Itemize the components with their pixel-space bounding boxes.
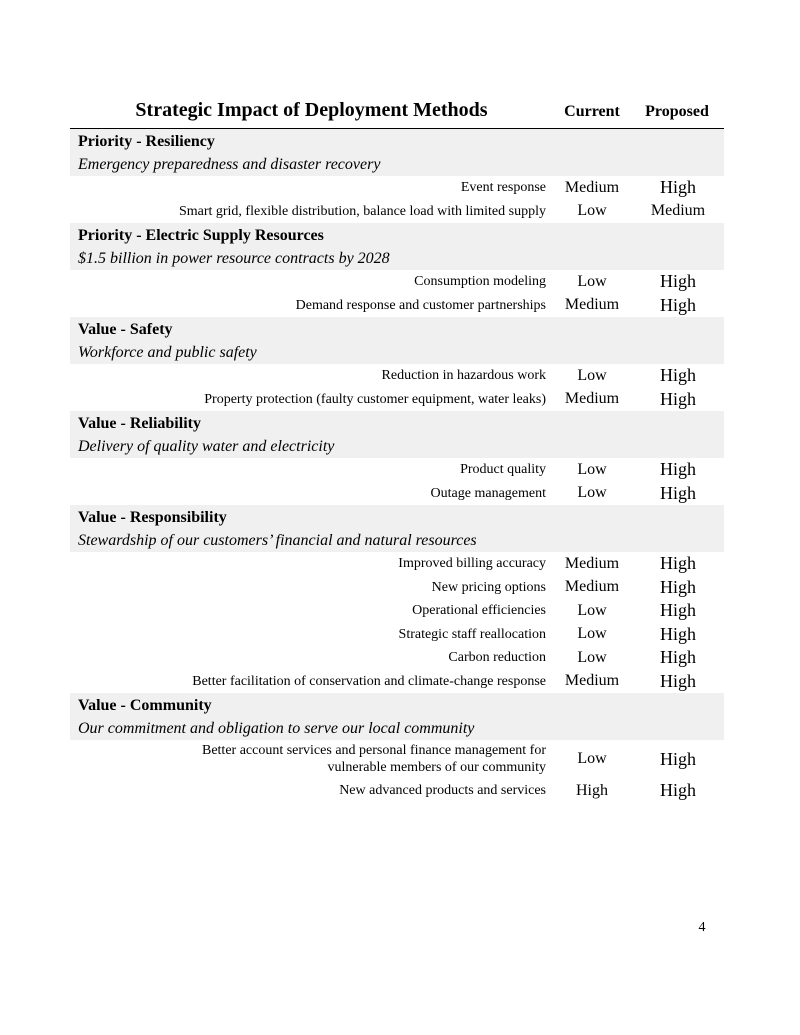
proposed-rating: Medium <box>650 202 706 220</box>
current-rating: Medium <box>564 178 620 196</box>
group-title: Value - Reliability <box>78 415 201 432</box>
page-title: Strategic Impact of Deployment Methods <box>135 99 488 121</box>
proposed-rating: High <box>660 576 696 597</box>
current-rating: Low <box>577 601 607 619</box>
column-header-current: Current <box>564 103 620 120</box>
group-header <box>70 223 724 270</box>
row-label: Smart grid, flexible distribution, balance load with limited supply <box>178 203 546 219</box>
row-label: Event response <box>460 180 546 196</box>
group-electric-supply <box>70 223 724 317</box>
table-row <box>70 176 724 200</box>
proposed-rating: High <box>660 670 696 691</box>
row-label: Product quality <box>460 462 546 478</box>
table-row <box>70 599 724 623</box>
group-title: Priority - Resiliency <box>78 133 215 150</box>
table-row <box>70 294 724 318</box>
table-row <box>70 270 724 294</box>
proposed-rating: High <box>660 459 696 480</box>
group-subtitle: Stewardship of our customers’ financial and natural resources <box>78 532 477 549</box>
group-community <box>70 693 724 803</box>
row-label-line: Better account services and personal finance management for <box>201 743 546 758</box>
proposed-rating: High <box>660 482 696 503</box>
group-title: Value - Community <box>78 697 212 714</box>
table-row <box>70 388 724 412</box>
proposed-rating: High <box>660 553 696 574</box>
group-resiliency <box>70 129 724 223</box>
group-subtitle: Emergency preparedness and disaster recovery <box>78 156 381 173</box>
proposed-rating: High <box>660 294 696 315</box>
row-label: New pricing options <box>431 579 546 595</box>
row-label: Outage management <box>430 485 546 501</box>
row-label: Property protection (faulty customer equipment, water leaks) <box>204 391 546 407</box>
proposed-rating: High <box>660 388 696 409</box>
current-rating: Medium <box>564 578 620 596</box>
row-label: New advanced products and services <box>339 783 546 799</box>
group-header <box>70 411 724 458</box>
group-header <box>70 693 724 740</box>
group-title: Priority - Electric Supply Resources <box>78 227 324 244</box>
current-rating: Low <box>577 648 607 666</box>
row-label: Consumption modeling <box>414 274 546 290</box>
current-rating: Low <box>577 272 607 290</box>
group-subtitle: Our commitment and obligation to serve our local community <box>78 720 475 737</box>
table-row <box>70 200 724 224</box>
table-row <box>70 364 724 388</box>
group-header <box>70 505 724 552</box>
proposed-rating: High <box>660 748 696 769</box>
group-subtitle: Delivery of quality water and electricity <box>78 438 335 455</box>
row-label: Better facilitation of conservation and climate-change response <box>192 673 546 689</box>
group-subtitle: Workforce and public safety <box>78 344 257 361</box>
row-label: Operational efficiencies <box>412 603 546 619</box>
column-header-proposed: Proposed <box>645 103 709 120</box>
group-safety <box>70 317 724 411</box>
group-header <box>70 317 724 364</box>
table-row <box>70 670 724 694</box>
table-header <box>70 98 724 129</box>
table-row <box>70 740 724 779</box>
group-title: Value - Safety <box>78 321 173 338</box>
proposed-rating: High <box>660 647 696 668</box>
table-row <box>70 646 724 670</box>
current-rating: Low <box>577 202 607 220</box>
proposed-rating: High <box>660 365 696 386</box>
table-row <box>70 458 724 482</box>
row-label: Improved billing accuracy <box>398 556 546 572</box>
proposed-rating: High <box>660 780 696 801</box>
group-header <box>70 129 724 176</box>
table-row <box>70 779 724 803</box>
proposed-rating: High <box>660 600 696 621</box>
group-responsibility <box>70 505 724 693</box>
row-label: Reduction in hazardous work <box>381 368 546 384</box>
row-label: Demand response and customer partnerships <box>295 297 546 313</box>
row-label: Carbon reduction <box>448 650 546 666</box>
group-title: Value - Responsibility <box>78 509 227 526</box>
impact-table <box>70 98 724 803</box>
current-rating: High <box>576 781 608 799</box>
proposed-rating: High <box>660 623 696 644</box>
proposed-rating: High <box>660 271 696 292</box>
current-rating: Low <box>577 460 607 478</box>
page-number: 4 <box>698 920 706 935</box>
current-rating: Medium <box>564 672 620 690</box>
current-rating: Medium <box>564 296 620 314</box>
current-rating: Low <box>577 366 607 384</box>
proposed-rating: High <box>660 177 696 198</box>
current-rating: Medium <box>564 390 620 408</box>
table-row <box>70 623 724 647</box>
table-row <box>70 576 724 600</box>
table-row <box>70 552 724 576</box>
row-label-line: vulnerable members of our community <box>327 760 546 775</box>
group-subtitle: $1.5 billion in power resource contracts by 2028 <box>78 250 390 267</box>
row-label <box>70 742 546 776</box>
group-reliability <box>70 411 724 505</box>
current-rating: Low <box>577 484 607 502</box>
row-label: Strategic staff reallocation <box>398 626 546 642</box>
current-rating: Medium <box>564 554 620 572</box>
table-row <box>70 482 724 506</box>
current-rating: Low <box>577 750 607 767</box>
current-rating: Low <box>577 625 607 643</box>
